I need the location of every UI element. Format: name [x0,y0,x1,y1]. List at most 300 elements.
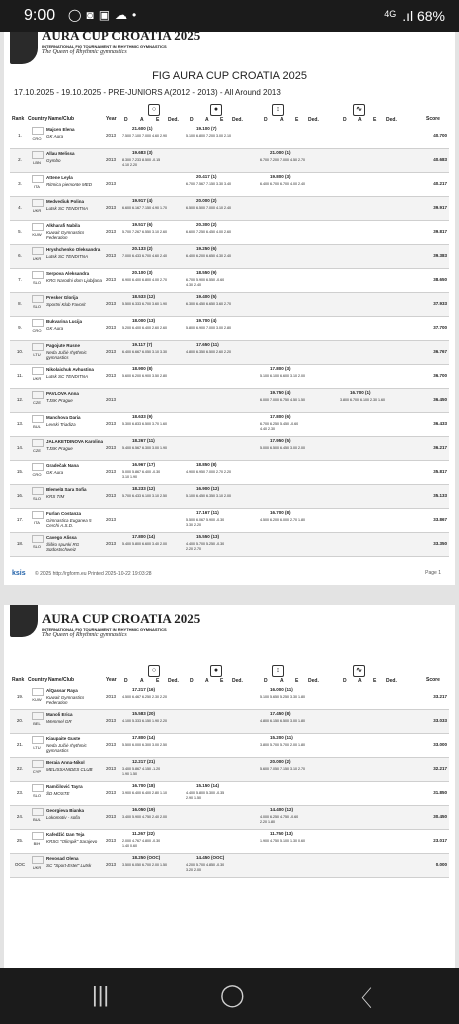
rank-cell: 14. [16,445,24,450]
results-table [10,125,449,557]
apparatus-1-details: 8.300 7.233 8.500 -0.15 4.10 2.20 [122,158,161,167]
apparatus-1-details: 5.700 6.433 6.100 3.10 2.50 [122,494,167,498]
table-row [10,830,449,854]
apparatus-1-details: 4.500 6.467 6.250 2.30 2.20 [122,695,167,699]
rank-cell: 22. [16,766,24,771]
col-e-4: E [373,678,377,684]
apparatus-2-total: 20.000 (2) [196,198,217,203]
brand-block [42,32,200,55]
club-name: Ritmica piemonte MED [46,182,93,187]
rank-cell: 5. [18,229,22,234]
birth-year: 2013 [106,397,117,402]
footer-meta: © 2025 http://rgform.eu Printed 2025-10-22 19:03:28 [35,571,152,577]
country-code: BIH [33,841,41,846]
col-a-1: A [140,678,144,684]
brand-subtitle: INTERNATIONAL FIG TOURNAMENT IN RHYTHMIC GYMNASTICS [42,44,167,49]
total-score: 39.917 [433,205,447,210]
birth-year: 2013 [106,157,117,162]
apparatus-3-details: 4.000 6.250 4.750 -0.60 2.20 1.80 [260,815,299,824]
page-number: Page 1 [425,570,441,576]
athlete-name: Hryshchenko Oleksandra [46,247,101,252]
status-bar [0,0,459,32]
athlete-name: Revosad Olena [46,856,79,861]
rank-cell: 25. [16,838,24,843]
ksis-logo: ksis [12,570,26,577]
ball-icon: ● [210,665,222,677]
recent-apps-button[interactable]: ||| [92,982,110,1007]
club-name: Gymbo [46,158,61,163]
apparatus-1-details: 5.000 5.867 6.400 -0.30 3.10 1.90 [122,470,161,479]
apparatus-2-details: 5.100 6.450 6.350 3.10 2.00 [186,494,231,498]
flag-icon [32,319,44,327]
athlete-name: Allau Melissa [46,151,75,156]
flag-icon [32,343,44,351]
apparatus-1-details: 6.600 6.167 7.150 4.90 1.70 [122,206,167,210]
rank-cell: 1. [18,133,22,138]
apparatus-1-total: 19.917 (4) [132,198,153,203]
country-code: CZE [33,448,41,453]
country-code: CRO [32,328,42,333]
rank-cell: 20. [16,718,24,723]
total-score: 30.450 [433,814,447,819]
athlete-name: Beraia Anna-Nikol [46,760,85,765]
rank-cell: 21. [16,742,24,747]
birth-year: 2013 [106,694,117,699]
apparatus-1-details: 5.400 6.567 6.300 3.00 1.90 [122,446,167,450]
apparatus-2-details: 6.700 5.900 6.550 -0.60 4.30 2.40 [186,278,225,287]
apparatus-2-details: 6.300 6.450 6.650 3.60 2.70 [186,302,231,306]
total-score: 38.650 [433,277,447,282]
athlete-name: Blemelä Sara Sofia [46,487,87,492]
apparatus-1-total: 20.133 (2) [132,246,153,251]
col-year: Year [106,116,117,122]
birth-year: 2013 [106,838,117,843]
apparatus-3-details: 5.000 6.500 6.450 3.00 2.00 [260,446,305,450]
flag-icon [32,856,44,864]
apparatus-2-details: 4.900 6.950 7.000 2.70 2.20 [186,470,231,474]
apparatus-3-details: 4.500 6.200 6.000 2.70 1.80 [260,518,305,522]
apparatus-2-total: 19.700 (4) [196,318,217,323]
club-name: Lokomotiv - sofia [46,815,81,820]
athlete-name: Bukvarina Lucija [46,319,83,324]
rank-cell: OOC [14,862,26,867]
col-e-1: E [156,117,160,123]
country-code: SLO [32,544,41,549]
rank-cell: 7. [18,277,22,282]
clubs-icon: ↕ [272,104,284,116]
club-name: Neda Jučiė rhythmic gymnastics [46,350,87,360]
apparatus-3-total: 14.400 (12) [270,807,294,812]
birth-year: 2013 [106,493,117,498]
birth-year: 2013 [106,373,117,378]
apparatus-1-total: 18.533 (12) [132,294,156,299]
signal-icon: .ıl [402,8,414,24]
table-header [10,104,449,124]
rank-cell: 23. [16,790,24,795]
page-footer [12,570,447,577]
apparatus-1-total: 16.967 (17) [132,462,156,467]
athlete-name: Attene Leyla [46,175,73,180]
apparatus-1-total: 15.583 (20) [132,711,156,716]
total-score: 35.817 [433,469,447,474]
dot-icon: • [132,8,142,22]
col-country: Country [28,116,48,122]
athlete-name: Ramčilović Tayra [46,784,83,789]
col-e-2: E [220,678,224,684]
col-score: Score [426,116,440,122]
apparatus-3-total: 17.800 (6) [270,414,291,419]
apparatus-3-total: 20.000 (2) [270,759,291,764]
apparatus-1-total: 18.250 (OOC) [132,855,161,860]
rank-cell: 16. [16,493,24,498]
apparatus-2-details: 6.700 7.567 7.150 3.30 3.40 [186,182,231,186]
club-name: TJSK Prague [46,398,73,403]
apparatus-1-total: 21.600 (1) [132,126,153,131]
apparatus-1-total: 18.900 (8) [132,366,153,371]
table-row [10,758,449,782]
apparatus-1-details: 6.900 6.400 6.800 4.00 2.70 [122,278,167,282]
country-code: LTU [33,745,41,750]
col-d-2: D [190,117,194,123]
rank-cell: 18. [16,541,24,546]
back-button[interactable]: 〈 [350,986,373,1011]
apparatus-2-details: 4.400 5.700 5.250 -0.30 2.20 2.70 [186,542,225,551]
rank-cell: 6. [18,253,22,258]
apparatus-1-total: 19.683 (3) [132,150,153,155]
col-ded-2: Ded. [232,678,243,684]
club-name: Sportni Klub Favorit [46,302,86,307]
apparatus-3-total: 19.750 (4) [270,390,291,395]
gymnast-logo-icon [10,605,38,637]
flag-icon [32,415,44,423]
brand-tagline: The Queen of Rhythmic gymnastics [42,49,127,55]
col-ded-3: Ded. [308,678,319,684]
birth-year: 2013 [106,229,117,234]
total-score: 36.433 [433,421,447,426]
col-e-3: E [295,117,299,123]
athlete-name: Nikolaichuk Avhustina [46,367,94,372]
total-score: 39.383 [433,253,447,258]
apparatus-3-details: 5.600 7.050 7.150 3.10 2.70 [260,767,305,771]
flag-icon [32,736,44,744]
athlete-name: Serpova Aleksandra [46,271,90,276]
table-row [10,317,449,341]
flag-icon [32,463,44,471]
col-a-4: A [358,117,362,123]
col-e-4: E [373,117,377,123]
rank-cell: 9. [18,325,22,330]
athlete-name: Alkharafi Nabila [46,223,81,228]
total-score: 36.450 [433,397,447,402]
rank-cell: 12. [16,397,24,402]
apparatus-2-details: 6.600 7.250 6.450 4.00 2.60 [186,230,231,234]
flag-icon [32,487,44,495]
table-row [10,854,449,878]
total-score: 36.700 [433,373,447,378]
rank-cell: 17. [16,517,24,522]
total-score: 36.217 [433,445,447,450]
col-a-3: A [280,678,284,684]
flag-icon [32,247,44,255]
athlete-name: Majcen Elena [46,127,75,132]
col-e-3: E [295,678,299,684]
country-code: LTU [33,352,41,357]
flag-icon [32,832,44,840]
country-code: ITA [34,520,40,525]
country-code: SLO [32,280,41,285]
athlete-name: Furlan Costanza [46,511,82,516]
col-d-2: D [190,678,194,684]
apparatus-3-details: 3.800 5.700 5.700 2.00 1.80 [260,743,305,747]
col-ded-4: Ded. [386,678,397,684]
col-year: Year [106,677,117,683]
birth-year: 2013 [106,205,117,210]
col-d-4: D [343,117,347,123]
apparatus-1-details: 5.500 6.333 6.700 3.60 1.90 [122,302,167,306]
apparatus-3-total: 17.950 (5) [270,438,291,443]
country-code: UKR [32,865,42,870]
apparatus-2-details: 6.400 6.200 6.650 4.30 2.40 [186,254,231,258]
country-code: CZE [33,400,41,405]
table-row [10,533,449,557]
country-code: SLO [32,304,41,309]
birth-year: 2013 [106,253,117,258]
apparatus-2-total: 19.400 (5) [196,294,217,299]
notification-icons [68,8,141,22]
apparatus-2-total: 17.650 (11) [196,342,219,347]
whatsapp-icon: ◯ [68,8,87,22]
col-ded-3: Ded. [308,117,319,123]
birth-year: 2013 [106,325,117,330]
col-a-4: A [358,678,362,684]
birth-year: 2013 [106,742,117,747]
rank-cell: 4. [18,205,22,210]
country-code: BUL [33,424,41,429]
country-code: BUL [33,817,41,822]
flag-icon [32,295,44,303]
flag-icon [32,151,44,159]
col-a-2: A [205,117,209,123]
country-code: ITA [34,184,40,189]
rank-cell: 2. [18,157,22,162]
total-score: 23.017 [433,838,447,843]
apparatus-2-total: 20.417 (1) [196,174,217,179]
table-row [10,245,449,269]
table-row [10,686,449,710]
total-score: 40.683 [433,157,447,162]
ribbon-icon: ∿ [353,665,365,677]
apparatus-3-total: 21.000 (1) [270,150,291,155]
apparatus-1-total: 16.700 (18) [132,783,156,788]
apparatus-3-details: 6.000 7.000 6.750 4.50 1.50 [260,398,305,402]
ribbon-icon: ∿ [353,104,365,116]
apparatus-2-details: 5.800 6.900 7.000 3.00 2.80 [186,326,231,330]
total-score: 39.817 [433,229,447,234]
apparatus-1-details: 5.500 6.000 6.300 3.00 2.50 [122,743,167,747]
apparatus-3-details: 5.100 6.100 6.600 3.10 2.00 [260,374,305,378]
brand-subtitle: INTERNATIONAL FIG TOURNAMENT IN RHYTHMIC GYMNASTICS [42,627,167,632]
apparatus-1-details: 4.100 5.333 6.150 1.90 2.20 [122,719,167,723]
apparatus-2-details: 5.100 6.800 7.200 3.00 2.10 [186,134,231,138]
table-row [10,734,449,758]
birth-year: 2013 [106,814,117,819]
col-ded-4: Ded. [386,117,397,123]
page-title: FIG AURA CUP CROATIA 2025 [152,70,307,82]
col-ded-1: Ded. [168,117,179,123]
athlete-name: Manchova Daria [46,415,81,420]
col-rank: Rank [12,677,25,683]
table-row [10,221,449,245]
apparatus-3-details: 6.700 6.250 5.450 -0.60 4.40 2.30 [260,422,299,431]
flag-icon [32,511,44,519]
total-score: 0.000 [435,862,447,867]
apparatus-4-total: 16.700 (1) [350,390,371,395]
club-name: Lutsk SC TENDITNA [46,206,89,211]
table-header [10,665,449,685]
total-score: 40.700 [433,133,447,138]
total-score: 36.767 [433,349,447,354]
apparatus-3-details: 1.900 4.750 5.100 1.30 0.60 [260,839,305,843]
apparatus-3-total: 16.700 (8) [270,510,291,515]
total-score: 33.350 [433,541,447,546]
athlete-name: Medvediuk Polina [46,199,85,204]
apparatus-3-total: 11.750 (13) [270,831,293,836]
birth-year: 2013 [106,862,117,867]
table-row [10,293,449,317]
apparatus-3-details: 6.700 7.200 7.000 4.50 2.70 [260,158,305,162]
table-row [10,806,449,830]
apparatus-1-details: 2.000 4.767 4.800 -0.30 1.40 0.60 [122,839,161,848]
table-row [10,197,449,221]
country-code: UKR [32,208,42,213]
table-row [10,413,449,437]
table-row [10,269,449,293]
birth-year: 2013 [106,469,117,474]
athlete-name: AlQassar Raya [46,688,78,693]
apparatus-3-total: 15.200 (11) [270,735,293,740]
birth-year: 2013 [106,181,117,186]
athlete-name: Cavego Alissa [46,535,77,540]
apparatus-3-details: 6.400 6.700 6.700 4.00 2.40 [260,182,305,186]
apparatus-1-details: 5.700 7.267 6.550 3.10 2.60 [122,230,167,234]
club-name: MELISSANIDES CLUB [46,767,93,772]
birth-year: 2013 [106,301,117,306]
brand-tagline: The Queen of Rhythmic gymnastics [42,632,127,638]
table-row [10,149,449,173]
country-code: UKR [32,376,42,381]
navigation-bar [0,968,459,1024]
col-rank: Rank [12,116,25,122]
flag-icon [32,535,44,543]
athlete-name: Kafedžić Izan Teja [46,832,85,837]
apparatus-2-total: 17.167 (11) [196,510,219,515]
total-score: 33.867 [433,517,447,522]
apparatus-2-details: 6.500 6.500 7.000 4.10 2.40 [186,206,231,210]
col-ded-2: Ded. [232,117,243,123]
apparatus-2-total: 20.300 (2) [196,222,217,227]
col-e-1: E [156,678,160,684]
flag-icon [32,760,44,768]
birth-year: 2013 [106,541,117,546]
apparatus-2-total: 18.850 (8) [196,462,217,467]
flag-icon [32,439,44,447]
hoop-icon: ○ [148,104,160,116]
table-row [10,782,449,806]
country-code: LBN [33,160,41,165]
brand-block [42,611,200,638]
apparatus-1-details: 3.400 5.900 4.750 2.40 2.00 [122,815,167,819]
flag-icon [32,199,44,207]
club-name: Neda Jučiė rhythmic gymnastics [46,743,87,753]
brand-name: AURA CUP CROATIA 2025 [42,611,201,626]
birth-year: 2013 [106,349,117,354]
col-d-1: D [124,117,128,123]
apparatus-2-details: 5.500 6.067 5.900 -0.30 3.30 2.20 [186,518,225,527]
apparatus-4-details: 3.800 6.700 6.100 2.30 1.60 [340,398,385,402]
country-code: CRO [32,136,42,141]
table-row [10,365,449,389]
apparatus-1-total: 17.800 (14) [132,534,156,539]
col-d-4: D [343,678,347,684]
table-row [10,125,449,149]
athlete-name: Kiaupaite Guste [46,736,81,741]
brand-name: AURA CUP CROATIA 2025 [42,32,201,43]
results-table [10,686,449,878]
flag-icon [32,784,44,792]
rank-cell: 3. [18,181,22,186]
total-score: 40.217 [433,181,447,186]
country-code: KUW [32,232,42,237]
apparatus-3-total: 17.800 (3) [270,366,291,371]
home-button[interactable]: ◯ [220,982,245,1007]
club-name: ŠD MOSTE [46,791,70,796]
rank-cell: 13. [16,421,24,426]
table-row [10,461,449,485]
apparatus-1-details: 3.400 5.867 4.150 -1.20 1.90 1.50 [122,767,161,776]
club-name: Lutsk SC TENDITNA [46,374,89,379]
club-name: Gimnastica Euganea 5 Cerchi A.S.D. [46,518,92,528]
col-name-club: Name/Club [48,116,75,122]
apparatus-2-total: 19.100 (7) [196,126,217,131]
table-row [10,509,449,533]
network-type: 4G [384,9,397,19]
flag-icon [32,175,44,183]
club-name: Šiško spunki RG Südostschweiz [46,542,80,552]
apparatus-2-details: 4.400 5.800 5.300 -0.35 2.90 1.50 [186,791,225,800]
apparatus-1-total: 16.050 (19) [132,807,156,812]
birth-year: 2013 [106,445,117,450]
rank-cell: 19. [16,694,24,699]
athlete-name: Pagojute Rusne [46,343,81,348]
table-row [10,173,449,197]
club-name: Kuwait Gymnastics Federation [46,230,85,240]
apparatus-3-total: 16.000 (11) [270,687,293,692]
message-icon: ◙ [86,8,99,22]
rank-cell: 8. [18,301,22,306]
document-viewer[interactable] [0,32,459,968]
birth-year: 2013 [106,718,117,723]
club-name: TJSK Prague [46,446,73,451]
club-name: Lutsk SC TENDITNA [46,254,89,259]
flag-icon [32,367,44,375]
total-score: 33.217 [433,694,447,699]
col-ded-1: Ded. [168,678,179,684]
cloud-icon: ☁ [115,8,133,22]
apparatus-1-details: 5.300 6.833 6.500 3.70 1.60 [122,422,167,426]
apparatus-1-total: 19.517 (6) [132,222,153,227]
col-score: Score [426,677,440,683]
apparatus-1-details: 5.600 6.200 6.900 3.50 2.80 [122,374,167,378]
